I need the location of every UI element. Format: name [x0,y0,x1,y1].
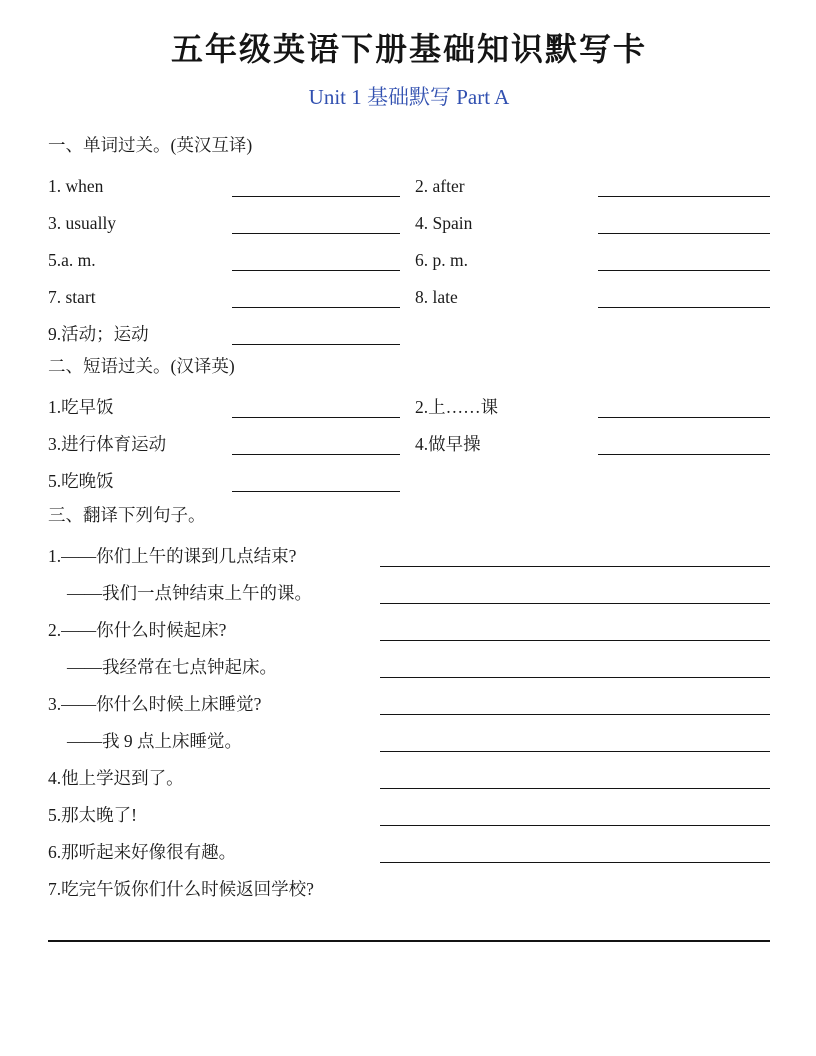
sentence-row [48,604,770,641]
answer-blank [380,749,770,752]
answer-blank [232,268,400,271]
worksheet-content [0,28,816,942]
phrase-row [48,455,770,492]
sentence-row [48,863,770,900]
answer-blank [380,638,770,641]
section-sentences-heading: 三、翻译下列句子。 [48,505,206,525]
sentence-row [48,567,770,604]
answer-blank [380,860,770,863]
word-item-label: 9.活动；运动 [48,324,149,344]
answer-blank [232,489,400,492]
answer-blank [232,452,400,455]
page-subtitle: Unit 1 基础默写 Part A [308,85,510,109]
answer-blank [232,194,400,197]
answer-blank [380,786,770,789]
sentence-label: ——我 9 点上床睡觉。 [67,731,242,751]
answer-blank [598,194,770,197]
sentence-row [48,678,770,715]
answer-blank [232,342,400,345]
answer-blank [598,268,770,271]
answer-blank [380,823,770,826]
answer-blank [598,305,770,308]
section-words-heading: 一、单词过关。(英汉互译) [48,135,253,155]
sentence-row [48,530,770,567]
sentence-row [48,789,770,826]
answer-blank [598,415,770,418]
word-row [48,234,770,271]
word-item-label: 2. after [415,176,465,196]
answer-blank [380,564,770,567]
sentence-label: 1.——你们上午的课到几点结束? [48,546,297,566]
word-row [48,160,770,197]
section-phrases-heading: 二、短语过关。(汉译英) [48,356,235,376]
phrase-row [48,381,770,418]
word-item-label: 8. late [415,287,458,307]
word-item-label: 4. Spain [415,213,473,233]
sentence-label: ——我们一点钟结束上午的课。 [67,583,312,603]
word-row [48,197,770,234]
page-title: 五年级英语下册基础知识默写卡 [170,31,647,67]
sentence-label: 3.——你什么时候上床睡觉? [48,694,262,714]
sentence-label: 4.他上学迟到了。 [48,768,184,788]
word-item-label: 1. when [48,176,104,196]
sentence-label: ——我经常在七点钟起床。 [67,657,277,677]
phrase-item-label: 2.上……课 [415,397,499,417]
sentence-label: 7.吃完午饭你们什么时候返回学校? [48,879,314,899]
phrase-item-label: 3.进行体育运动 [48,434,167,454]
sentence-row [48,752,770,789]
word-item-label: 5.a. m. [48,250,96,270]
phrase-item-label: 1.吃早饭 [48,397,114,417]
answer-blank [380,675,770,678]
answer-blank [232,415,400,418]
answer-blank [380,601,770,604]
sentence-label: 2.——你什么时候起床? [48,620,227,640]
sentence-row [48,715,770,752]
word-item-label: 6. p. m. [415,250,468,270]
phrase-item-label: 4.做早操 [415,434,481,454]
word-row [48,271,770,308]
sentence-label: 5.那太晚了! [48,805,137,825]
phrase-row [48,418,770,455]
phrase-item-label: 5.吃晚饭 [48,471,114,491]
answer-blank [598,452,770,455]
answer-blank-full-width [48,940,770,942]
sentence-label: 6.那听起来好像很有趣。 [48,842,237,862]
word-item-label: 3. usually [48,213,117,233]
answer-blank [232,231,400,234]
sentence-row [48,641,770,678]
answer-blank [232,305,400,308]
word-item-label: 7. start [48,287,96,307]
answer-blank [380,712,770,715]
answer-blank [598,231,770,234]
word-row [48,308,770,345]
sentence-row [48,826,770,863]
